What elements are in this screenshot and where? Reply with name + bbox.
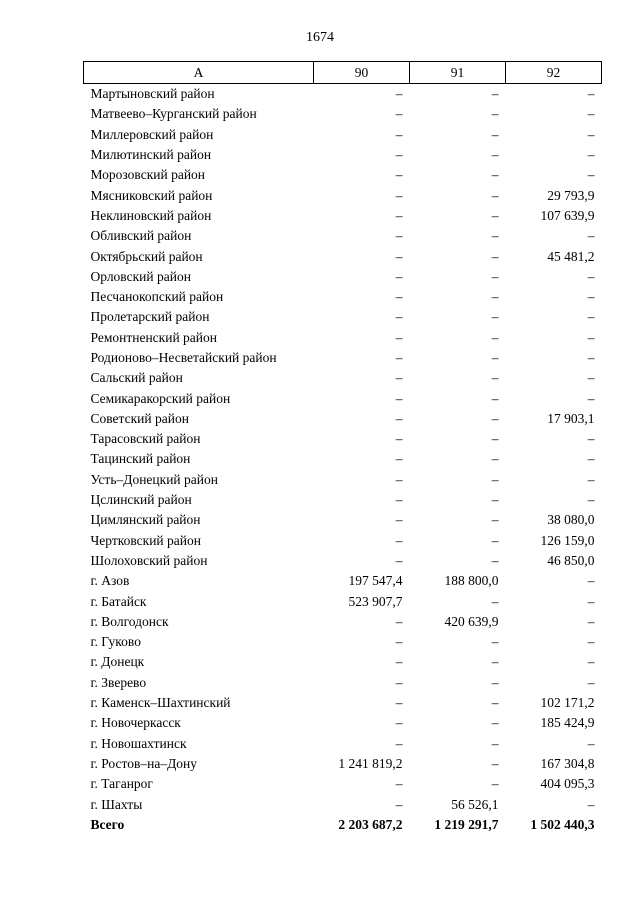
row-value-92: 126 159,0 <box>540 532 595 548</box>
row-value-90: – <box>395 410 403 426</box>
row-value-90: – <box>395 532 403 548</box>
row-value-90: 197 547,4 <box>348 573 403 589</box>
row-value-90: – <box>395 167 403 183</box>
row-value-92: 17 903,1 <box>547 410 595 426</box>
table-header <box>84 62 602 84</box>
row-value-90: – <box>395 390 403 406</box>
row-value-92: – <box>587 431 595 447</box>
row-value-92: – <box>587 593 595 609</box>
row-value-90: – <box>395 370 403 386</box>
row-label: Милютинский район <box>90 147 212 163</box>
row-value-90: – <box>395 268 403 284</box>
row-label: Чертковский район <box>90 532 201 548</box>
row-value-91: – <box>491 451 499 467</box>
row-value-92: – <box>587 147 595 163</box>
row-value-90: – <box>395 126 403 142</box>
row-value-91: – <box>491 492 499 508</box>
table-row <box>84 368 602 388</box>
row-label: Октябрьский район <box>90 248 203 264</box>
column-header-a: А <box>84 62 314 84</box>
row-value-91: – <box>491 735 499 751</box>
row-value-92: – <box>587 126 595 142</box>
table-row <box>84 226 602 246</box>
table-row <box>84 713 602 733</box>
row-value-91: – <box>491 106 499 122</box>
row-label: Матвеево–Курганский район <box>90 106 257 122</box>
row-value-90: – <box>395 147 403 163</box>
table-row <box>84 348 602 368</box>
row-value-92: – <box>587 674 595 690</box>
row-value-91: – <box>491 248 499 264</box>
row-value-92: 185 424,9 <box>540 715 595 731</box>
row-value-91: 1 219 291,7 <box>434 816 499 832</box>
row-label: г. Ростов–на–Дону <box>90 755 198 771</box>
row-label: Ремонтненский район <box>90 329 217 345</box>
table-row <box>84 551 602 571</box>
row-value-92: 107 639,9 <box>540 207 595 223</box>
table-row <box>84 165 602 185</box>
row-label: Цслинский район <box>90 492 192 508</box>
table-row <box>84 125 602 145</box>
table-row <box>84 652 602 672</box>
table-row <box>84 388 602 408</box>
row-value-92: – <box>587 86 595 102</box>
row-value-90: – <box>395 350 403 365</box>
row-value-92: 45 481,2 <box>547 248 595 264</box>
table-row <box>84 307 602 327</box>
row-value-92: – <box>587 634 595 650</box>
row-value-91: 188 800,0 <box>444 573 499 589</box>
row-value-91: – <box>491 532 499 548</box>
column-header-92: 92 <box>506 62 602 84</box>
row-value-91: – <box>491 268 499 284</box>
row-label: г. Донецк <box>90 654 145 670</box>
row-value-92: – <box>587 390 595 406</box>
row-value-91: – <box>491 126 499 142</box>
row-value-90: – <box>395 329 403 345</box>
row-value-92: 167 304,8 <box>540 755 595 771</box>
row-label: Пролетарский район <box>90 309 210 325</box>
table-row <box>84 794 602 814</box>
row-value-90: – <box>395 86 403 102</box>
row-label: г. Азов <box>90 573 130 589</box>
row-label: г. Зверево <box>90 674 147 690</box>
table-row <box>84 774 602 794</box>
header-row <box>84 62 602 84</box>
row-value-90: – <box>395 695 403 711</box>
table-row <box>84 693 602 713</box>
row-label: г. Новочеркасск <box>90 715 181 731</box>
table-row <box>84 185 602 205</box>
row-value-92: – <box>587 796 595 812</box>
row-value-91: – <box>491 410 499 426</box>
row-value-91: – <box>491 187 499 203</box>
row-value-91: – <box>491 390 499 406</box>
row-value-92: 1 502 440,3 <box>530 816 595 832</box>
row-label: Обливский район <box>90 228 192 244</box>
row-label: Шолоховский район <box>90 552 208 568</box>
row-value-91: – <box>491 167 499 183</box>
row-value-90: – <box>395 715 403 731</box>
row-value-92: – <box>587 289 595 305</box>
row-label: Морозовский район <box>90 167 206 183</box>
table-row <box>84 104 602 124</box>
row-value-90: – <box>395 613 403 629</box>
row-value-92: – <box>587 106 595 122</box>
row-value-91: 420 639,9 <box>444 613 499 629</box>
row-value-92: – <box>587 329 595 345</box>
column-header-91: 91 <box>410 62 506 84</box>
row-value-92: – <box>587 228 595 244</box>
row-value-90: – <box>395 492 403 508</box>
row-label: г. Шахты <box>90 796 143 812</box>
row-value-91: – <box>491 674 499 690</box>
row-value-92: – <box>587 370 595 386</box>
row-label: Миллеровский район <box>90 126 214 142</box>
table-row <box>84 145 602 165</box>
row-value-92: – <box>587 471 595 487</box>
row-value-91: – <box>491 329 499 345</box>
row-value-92: 404 095,3 <box>540 776 595 792</box>
row-value-91: – <box>491 552 499 568</box>
row-value-91: – <box>491 370 499 386</box>
table-row <box>84 571 602 591</box>
table-row <box>84 673 602 693</box>
table-row <box>84 267 602 287</box>
row-value-91: – <box>491 654 499 670</box>
row-value-91: – <box>491 755 499 771</box>
table-row <box>84 246 602 266</box>
row-value-90: – <box>395 512 403 528</box>
row-value-90: – <box>395 674 403 690</box>
row-value-90: – <box>395 471 403 487</box>
row-value-91: – <box>491 228 499 244</box>
row-value-90: – <box>395 289 403 305</box>
row-value-90: – <box>395 654 403 670</box>
row-value-92: 46 850,0 <box>547 552 595 568</box>
table-row <box>84 470 602 490</box>
row-label: Усть–Донецкий район <box>90 471 218 487</box>
row-value-91: – <box>491 634 499 650</box>
table-row <box>84 531 602 551</box>
row-label: Мясниковский район <box>90 187 213 203</box>
row-value-91: – <box>491 512 499 528</box>
row-value-91: – <box>491 431 499 447</box>
row-value-91: – <box>491 593 499 609</box>
row-value-90: – <box>395 796 403 812</box>
table-body <box>84 84 602 835</box>
row-value-92: – <box>587 735 595 751</box>
table-row <box>84 429 602 449</box>
table-row <box>84 591 602 611</box>
row-value-90: – <box>395 187 403 203</box>
table-row <box>84 490 602 510</box>
row-value-90: – <box>395 207 403 223</box>
row-value-90: 2 203 687,2 <box>338 816 403 832</box>
table-row <box>84 287 602 307</box>
row-value-90: – <box>395 228 403 244</box>
row-value-92: – <box>587 654 595 670</box>
table-row <box>84 734 602 754</box>
row-value-90: – <box>395 735 403 751</box>
row-label: Советский район <box>90 410 189 426</box>
table-row <box>84 612 602 632</box>
table-row <box>84 510 602 530</box>
row-value-91: – <box>491 86 499 102</box>
total-row <box>84 815 602 835</box>
row-label: Родионово–Несветайский район <box>90 350 277 365</box>
row-label: г. Волгодонск <box>90 613 169 629</box>
row-value-91: – <box>491 695 499 711</box>
row-value-90: – <box>395 309 403 325</box>
table-row <box>84 328 602 348</box>
row-value-92: – <box>587 613 595 629</box>
row-value-92: – <box>587 350 595 365</box>
row-value-91: – <box>491 715 499 731</box>
row-label: Тацинский район <box>90 451 191 467</box>
row-label: г. Таганрог <box>90 776 153 792</box>
table-row <box>84 84 602 105</box>
row-value-92: – <box>587 492 595 508</box>
row-value-90: – <box>395 106 403 122</box>
table-row <box>84 449 602 469</box>
row-label: Семикаракорский район <box>90 390 231 406</box>
table-row <box>84 409 602 429</box>
row-value-90: – <box>395 776 403 792</box>
row-value-91: – <box>491 147 499 163</box>
row-value-91: – <box>491 350 499 365</box>
row-value-92: – <box>587 451 595 467</box>
row-value-91: – <box>491 471 499 487</box>
row-label: Цимлянский район <box>90 512 201 528</box>
row-label: Песчанокопский район <box>90 289 224 305</box>
row-label: г. Батайск <box>90 593 147 609</box>
row-label: Неклиновский район <box>90 207 212 223</box>
row-label: Мартыновский район <box>90 86 215 102</box>
row-label: Сальский район <box>90 370 183 386</box>
row-value-90: – <box>395 552 403 568</box>
row-value-91: – <box>491 776 499 792</box>
row-value-92: – <box>587 573 595 589</box>
row-label: Тарасовский район <box>90 431 201 447</box>
row-value-91: – <box>491 309 499 325</box>
table-row <box>84 206 602 226</box>
row-value-90: – <box>395 451 403 467</box>
row-value-91: – <box>491 289 499 305</box>
row-value-90: 1 241 819,2 <box>338 755 403 771</box>
table-row <box>84 754 602 774</box>
row-value-92: 29 793,9 <box>547 187 595 203</box>
row-label: Орловский район <box>90 268 191 284</box>
row-value-92: 38 080,0 <box>547 512 595 528</box>
row-label: Всего <box>90 816 125 832</box>
row-label: г. Каменск–Шахтинский <box>90 695 231 711</box>
data-table <box>83 61 602 835</box>
row-value-90: – <box>395 634 403 650</box>
row-value-90: 523 907,7 <box>348 593 403 609</box>
row-value-92: – <box>587 309 595 325</box>
row-value-92: 102 171,2 <box>540 695 595 711</box>
row-value-91: – <box>491 207 499 223</box>
row-value-90: – <box>395 248 403 264</box>
row-value-92: – <box>587 167 595 183</box>
column-header-90: 90 <box>314 62 410 84</box>
table-row <box>84 632 602 652</box>
row-value-92: – <box>587 268 595 284</box>
page-number: 1674 <box>306 30 334 45</box>
row-value-91: 56 526,1 <box>451 796 499 812</box>
row-label: г. Гуково <box>90 634 141 650</box>
row-value-90: – <box>395 431 403 447</box>
row-label: г. Новошахтинск <box>90 735 187 751</box>
